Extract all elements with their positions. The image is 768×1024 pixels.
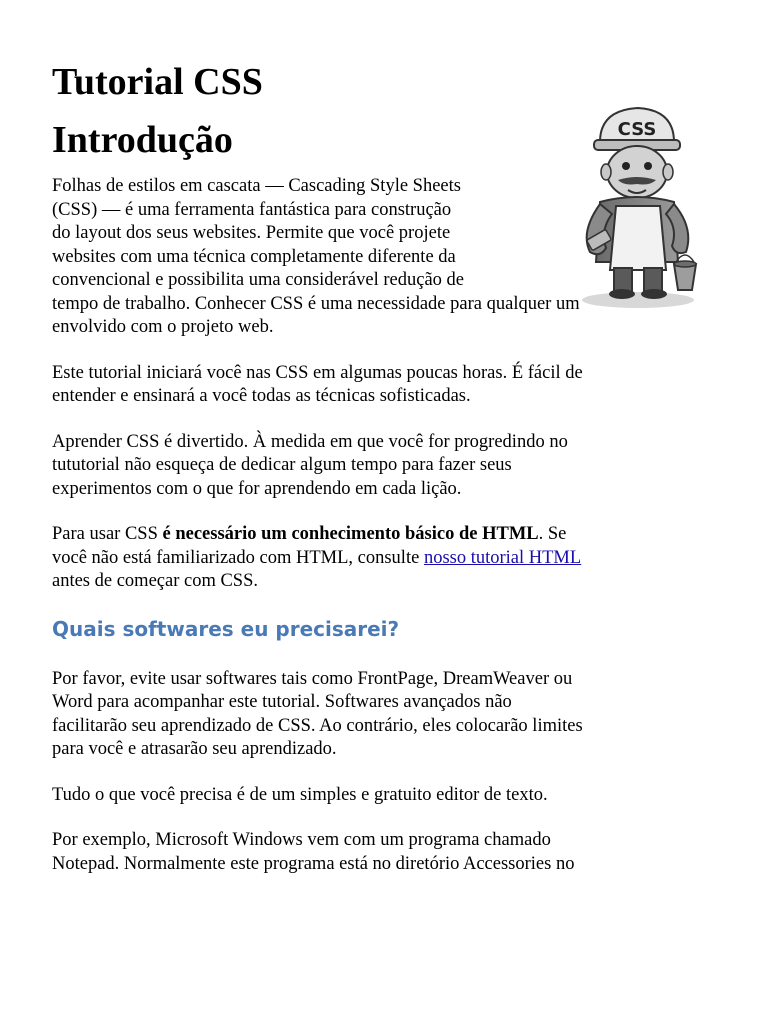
paragraph-learning-fun: [52, 431, 702, 502]
paragraph-notepad-example: [52, 829, 702, 876]
page-title: Tutorial CSS: [52, 61, 263, 103]
text-line: para você e atrasarão seu aprendizado.: [52, 739, 337, 760]
html-tutorial-link[interactable]: nosso tutorial HTML: [423, 547, 582, 568]
text-line: tututorial não esqueça de dedicar algum tempo para fazer seus: [52, 455, 512, 476]
text-line: websites com uma técnica completamente diferente da: [52, 246, 456, 267]
text-line: Aprender CSS é divertido. À medida em que você for progredindo no: [52, 431, 568, 452]
text-line: Por exemplo, Microsoft Windows vem com um programa chamado: [52, 830, 551, 851]
prereq-prefix: Para usar CSS: [52, 524, 163, 545]
text-line: Notepad. Normalmente este programa está no diretório Accessories no: [52, 853, 575, 874]
text-line: Tudo o que você precisa é de um simples e gratuito editor de texto.: [52, 784, 548, 805]
paragraph-avoid-software: [52, 668, 702, 762]
text-line: (CSS) — é uma ferramenta fantástica para construção: [52, 199, 452, 220]
text-line: antes de começar com CSS.: [52, 571, 259, 592]
document-page: [52, 60, 702, 898]
section-heading: Introdução: [52, 118, 233, 161]
prereq-line2-prefix: você não está familiarizado com HTML, consulte: [52, 547, 424, 568]
paragraph-tutorial-start: [52, 362, 702, 409]
text-line: Word para acompanhar este tutorial. Softwares avançados não: [52, 692, 512, 713]
prereq-bold-text: é necessário um conhecimento básico de HTML: [162, 524, 539, 545]
text-line: Este tutorial iniciará você nas CSS em algumas poucas horas. É fácil de: [52, 362, 583, 383]
text-line: do layout dos seus websites. Permite que você projete: [52, 223, 451, 244]
text-line: envolvido com o projeto web.: [52, 317, 274, 338]
text-line: tempo de trabalho. Conhecer CSS é uma necessidade para qualquer um: [52, 293, 580, 314]
text-line: Folhas de estilos em cascata — Cascading Style Sheets: [52, 176, 461, 197]
text-line: Por favor, evite usar softwares tais como FrontPage, DreamWeaver ou: [52, 668, 573, 689]
text-line: convencional e possibilita uma considerável redução de: [52, 270, 464, 291]
prereq-suffix: . Se: [538, 524, 567, 545]
text-line: [52, 523, 702, 547]
paragraph-html-prerequisite: [52, 523, 702, 594]
text-line: entender e ensinará a você todas as técnicas sofisticadas.: [52, 386, 471, 407]
text-line: facilitarão seu aprendizado de CSS. Ao contrário, eles colocarão limites: [52, 715, 583, 736]
mascot-cap-label: CSS: [617, 119, 657, 140]
css-mascot-illustration: [570, 102, 706, 312]
software-subheading: Quais softwares eu precisarei?: [52, 616, 400, 641]
text-line: [52, 547, 702, 571]
paragraph-text-editor: [52, 784, 702, 808]
text-line: experimentos com o que for aprendendo em cada lição.: [52, 478, 462, 499]
